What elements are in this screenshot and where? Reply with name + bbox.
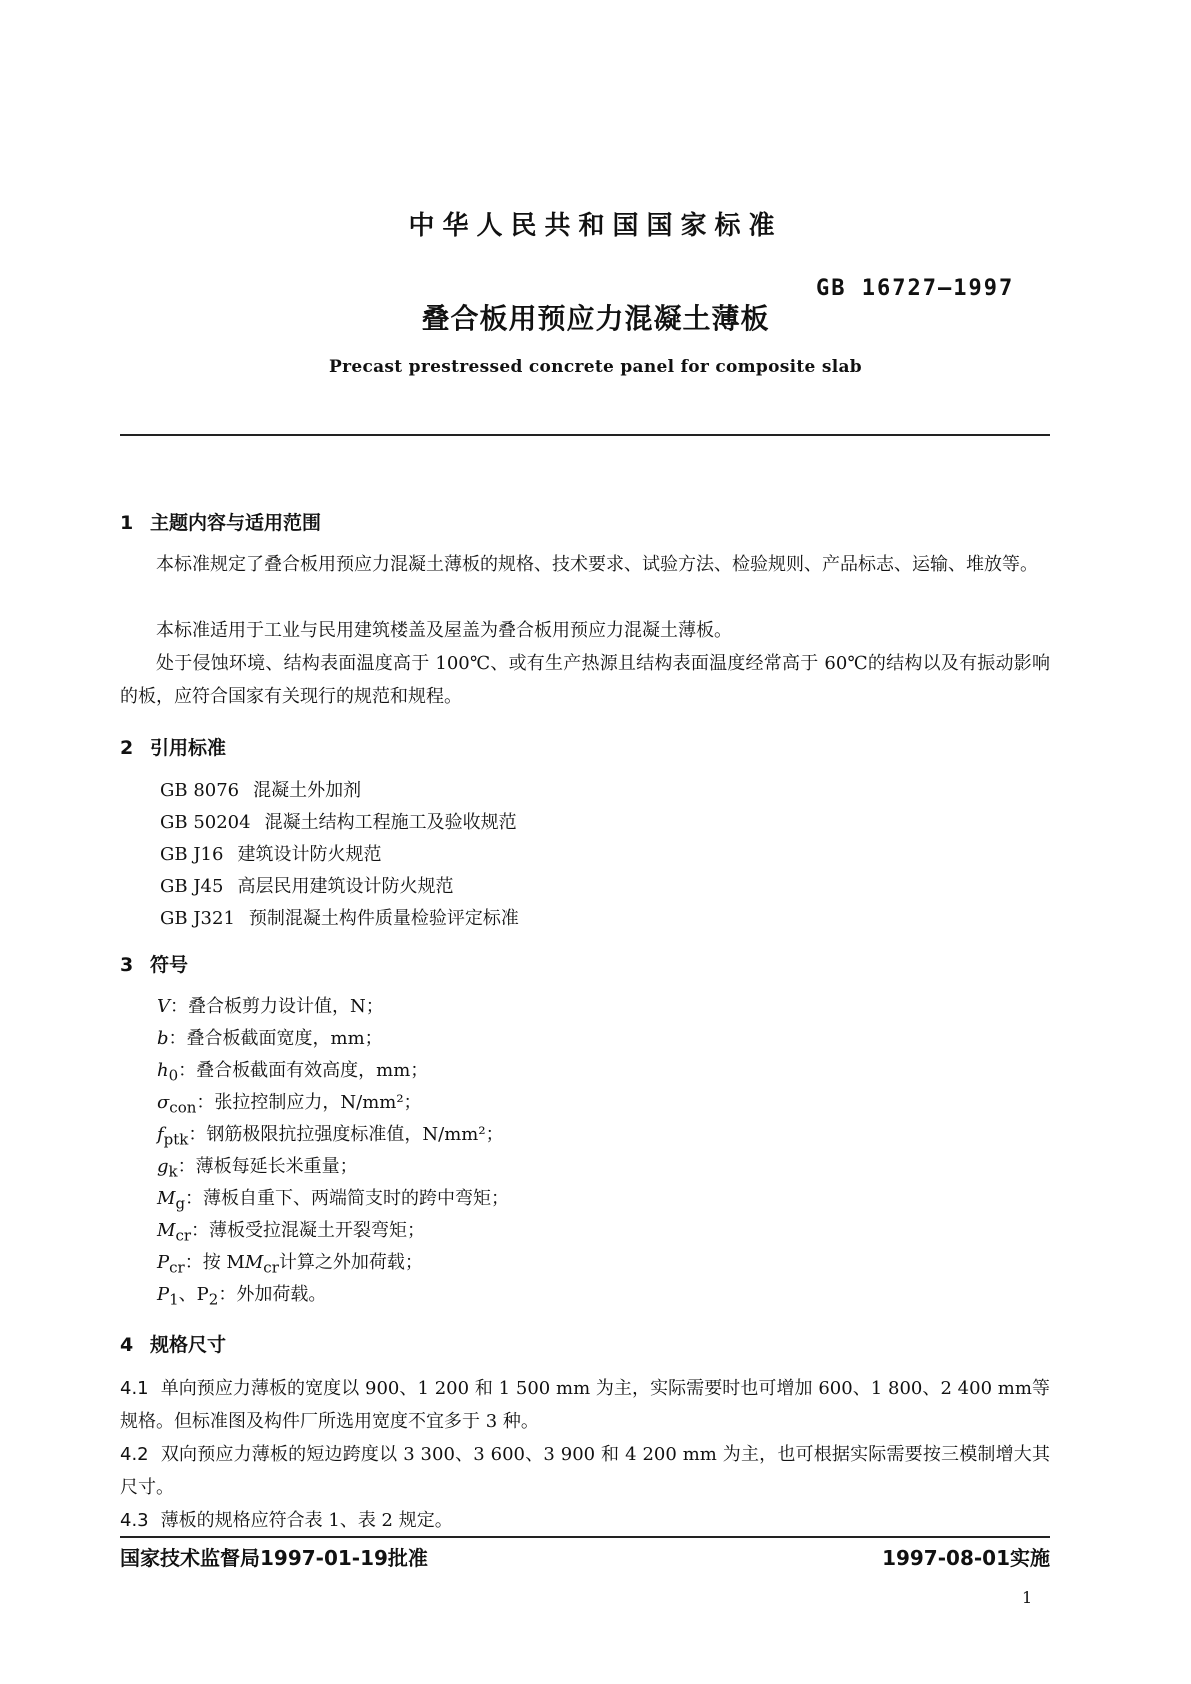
ref-code: GB J16 [160, 844, 224, 865]
symbol-subscript: con [169, 1098, 197, 1117]
symbol-definition [157, 1280, 326, 1309]
section-title: 符号 [150, 954, 189, 976]
symbol: M [157, 1220, 176, 1241]
symbol-meaning: ：叠合板剪力设计值，N； [170, 996, 384, 1017]
clause-number: 4.3 [120, 1510, 149, 1531]
symbol-definition [157, 1248, 423, 1277]
symbol: V [157, 996, 170, 1017]
list-item [160, 776, 361, 802]
standard-code: GB 16727—1997 [816, 276, 1015, 301]
paragraph: 本标准规定了叠合板用预应力混凝土薄板的规格、技术要求、试验方法、检验规则、产品标志、运输、堆放等。 [156, 554, 1038, 575]
section-number: 3 [120, 954, 134, 976]
clause-text: 薄板的规格应符合表 1、表 2 规定。 [160, 1510, 453, 1531]
symbol-meaning: ：钢筋极限抗拉强度标准值，N/mm²； [188, 1124, 504, 1145]
section-1-heading [120, 508, 321, 535]
symbol-definition [157, 1152, 358, 1181]
section-number: 4 [120, 1334, 134, 1356]
issuing-authority: 中华人民共和国国家标准 [408, 211, 783, 241]
clause-number: 4.1 [120, 1378, 149, 1399]
symbol-subscript: k [168, 1162, 178, 1181]
list-item [160, 808, 517, 834]
symbol-meaning: ：叠合板截面宽度，mm； [168, 1028, 383, 1049]
footer-divider [120, 1536, 1050, 1538]
symbol-meaning: ：薄板每延长米重量； [177, 1156, 358, 1177]
section-title: 主题内容与适用范围 [150, 512, 322, 534]
symbol-subscript: 2 [208, 1290, 219, 1309]
symbol-definition [157, 1088, 422, 1117]
symbol-definition [157, 1056, 428, 1085]
ref-code: GB 50204 [160, 812, 251, 833]
symbol-definition [157, 1120, 504, 1149]
symbol-subscript: ptk [163, 1130, 189, 1149]
symbol: f [157, 1124, 164, 1145]
symbol-subscript: 1 [169, 1290, 179, 1309]
section-title: 引用标准 [150, 737, 227, 759]
symbol-subscript: cr [263, 1258, 279, 1277]
section-number: 2 [120, 737, 134, 759]
symbol-subscript: g [175, 1194, 186, 1213]
ref-name: 建筑设计防火规范 [237, 844, 382, 865]
symbol: b [157, 1028, 169, 1049]
symbol: h [157, 1060, 169, 1081]
paragraph: 本标准适用于工业与民用建筑楼盖及屋盖为叠合板用预应力混凝土薄板。 [156, 620, 732, 641]
implementation-date: 1997-08-01实施 [882, 1546, 1050, 1570]
symbol-meaning: ：薄板受拉混凝土开裂弯矩； [191, 1220, 426, 1241]
symbol-meaning: ：按 M [184, 1252, 245, 1273]
clause-text: 双向预应力薄板的短边跨度以 3 300、3 600、3 900 和 4 200 mm 为主，也可根据实际需要按三模制增大其尺寸。 [120, 1444, 1050, 1498]
symbol-meaning: 计算之外加荷载； [278, 1252, 423, 1273]
symbol-subscript: cr [169, 1258, 185, 1277]
clause [120, 1504, 1050, 1537]
section-3-heading [120, 950, 188, 977]
section-4-heading [120, 1330, 226, 1357]
ref-name: 混凝土外加剂 [253, 780, 362, 801]
symbol: P [157, 1284, 170, 1305]
document-title-en: Precast prestressed concrete panel for composite slab [329, 357, 862, 377]
header-divider [120, 434, 1050, 436]
approval-date: 国家技术监督局1997-01-19批准 [120, 1546, 428, 1570]
symbol: P [157, 1252, 170, 1273]
clause [120, 1438, 1050, 1504]
list-item [160, 872, 453, 898]
page-number: 1 [1022, 1588, 1033, 1607]
symbol: M [157, 1188, 176, 1209]
symbol-definition [157, 1024, 383, 1053]
clause [120, 1372, 1050, 1438]
clause-number: 4.2 [120, 1444, 149, 1465]
symbol-meaning: ：张拉控制应力，N/mm²； [196, 1092, 422, 1113]
ref-name: 预制混凝土构件质量检验评定标准 [248, 908, 519, 929]
ref-code: GB J321 [160, 908, 235, 929]
symbol-subscript: 0 [168, 1066, 179, 1085]
symbol-meaning: ：叠合板截面有效高度，mm； [178, 1060, 429, 1081]
clause-text: 单向预应力薄板的宽度以 900、1 200 和 1 500 mm 为主，实际需要时也可增加 600、1 800、2 400 mm等规格。但标准图及构件厂所选用宽度不宜多于 3 种。 [120, 1378, 1050, 1432]
section-2-heading [120, 733, 226, 760]
symbol-subscript: cr [175, 1226, 192, 1245]
symbol: σ [157, 1092, 170, 1113]
section-number: 1 [120, 512, 134, 534]
symbol-meaning: 、P [178, 1284, 209, 1305]
ref-name: 混凝土结构工程施工及验收规范 [264, 812, 517, 833]
section-title: 规格尺寸 [150, 1334, 227, 1356]
ref-code: GB 8076 [160, 780, 240, 801]
symbol: M [244, 1252, 264, 1273]
paragraph: 处于侵蚀环境、结构表面温度高于 100℃、或有生产热源且结构表面温度经常高于 60℃的结构以及有振动影响的板，应符合国家有关现行的规范和规程。 [120, 653, 1050, 707]
ref-code: GB J45 [160, 876, 224, 897]
list-item [160, 840, 381, 866]
list-item [160, 904, 519, 930]
symbol-definition [157, 1216, 425, 1245]
symbol-definition [157, 992, 384, 1021]
symbol-meaning: ：外加荷载。 [218, 1284, 327, 1305]
symbol: g [157, 1156, 169, 1177]
ref-name: 高层民用建筑设计防火规范 [237, 876, 454, 897]
document-title-zh: 叠合板用预应力混凝土薄板 [421, 302, 770, 335]
symbol-definition [157, 1184, 509, 1213]
symbol-meaning: ：薄板自重下、两端简支时的跨中弯矩； [185, 1188, 510, 1209]
